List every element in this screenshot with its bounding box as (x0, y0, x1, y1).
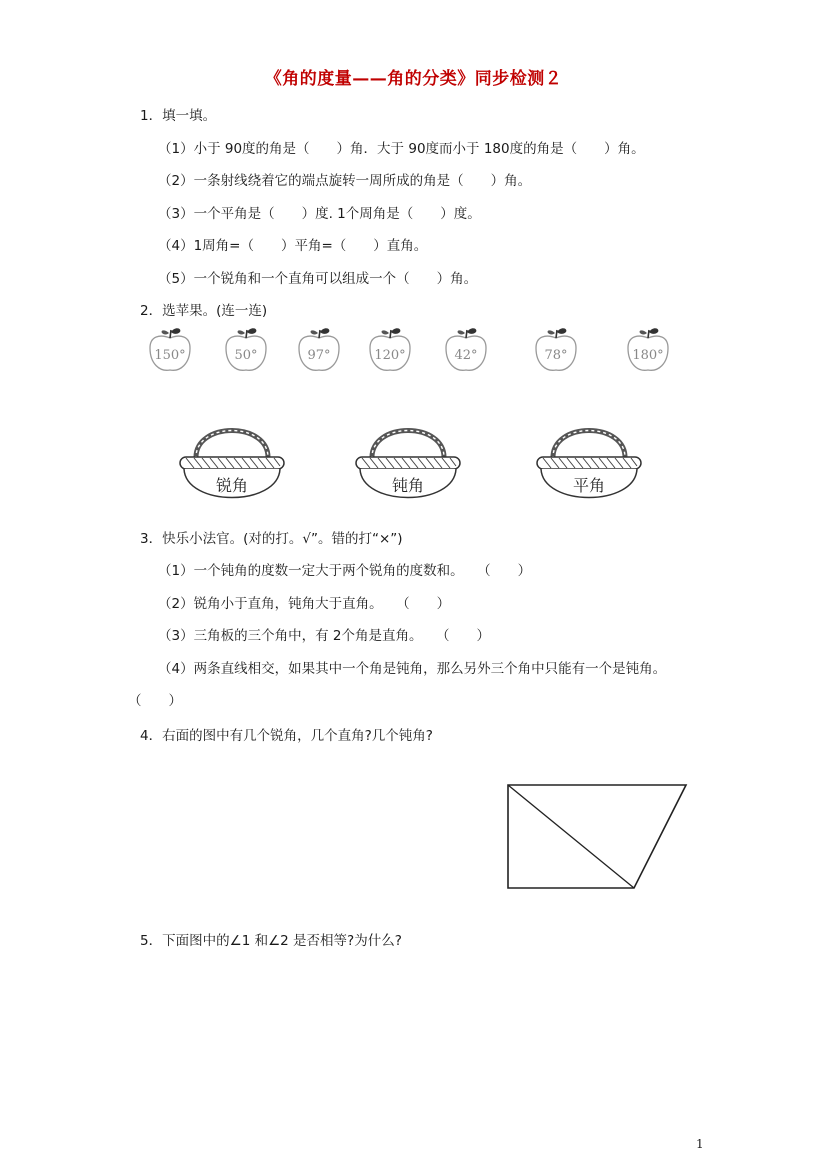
apple-row (140, 322, 680, 382)
q3-item-4: （4）两条直线相交，如果其中一个角是钝角，那么另外三个角中只能有一个是钝角。 (158, 661, 667, 677)
apple-78[interactable] (536, 328, 576, 370)
basket-row (170, 405, 650, 515)
page-number: 1 (696, 1137, 704, 1151)
basket-acute[interactable] (180, 431, 284, 498)
apple-label-78: 78° (544, 348, 568, 363)
q3-item-3: （3）三角板的三个角中，有 2个角是直角。 （ ） (158, 628, 490, 644)
apple-label-120: 120° (374, 348, 406, 363)
q1-item-4: （4）1周角=（ ）平角=（ ）直角。 (158, 238, 428, 254)
apple-label-97: 97° (307, 348, 331, 363)
q3-item-2: （2）锐角小于直角，钝角大于直角。 （ ） (158, 596, 451, 612)
q3-item-1: （1）一个钝角的度数一定大于两个锐角的度数和。 （ ） (158, 563, 532, 579)
question-3-header: 3．快乐小法官。(对的打。√”。错的打“×”) (140, 531, 403, 547)
apple-180[interactable] (628, 328, 668, 370)
apple-50[interactable] (226, 328, 266, 370)
basket-label-straight: 平角 (572, 476, 606, 495)
q1-item-1: （1）小于 90度的角是（ ）角．大于 90度而小于 180度的角是（ ）角。 (158, 141, 645, 157)
apple-150[interactable] (150, 328, 190, 370)
question-4-header: 4．右面的图中有几个锐角，几个直角?几个钝角? (140, 728, 433, 744)
worksheet-title: 《角的度量——角的分类》同步检测２ (264, 69, 563, 89)
q4-figure-trapezoid (500, 775, 700, 900)
apple-97[interactable] (299, 328, 339, 370)
question-5-header: 5．下面图中的∠1 和∠2 是否相等?为什么? (140, 933, 402, 949)
q1-item-5: （5）一个锐角和一个直角可以组成一个（ ）角。 (158, 271, 478, 287)
question-2-header: 2．选苹果。(连一连) (140, 303, 268, 319)
apple-label-50: 50° (234, 348, 258, 363)
apple-label-180: 180° (632, 348, 664, 363)
apple-120[interactable] (370, 328, 410, 370)
apple-42[interactable] (446, 328, 486, 370)
apple-label-150: 150° (154, 348, 186, 363)
q3-item-4-answer-blank[interactable]: （ ） (128, 693, 182, 709)
basket-label-obtuse: 钝角 (391, 476, 425, 495)
basket-obtuse[interactable] (356, 431, 460, 498)
q1-item-2: （2）一条射线绕着它的端点旋转一周所成的角是（ ）角。 (158, 173, 532, 189)
basket-straight[interactable] (537, 431, 641, 498)
q1-item-3: （3）一个平角是（ ）度. 1个周角是（ ）度。 (158, 206, 481, 222)
apple-label-42: 42° (454, 348, 478, 363)
question-1-header: 1．填一填。 (140, 108, 217, 124)
basket-label-acute: 锐角 (215, 476, 249, 495)
